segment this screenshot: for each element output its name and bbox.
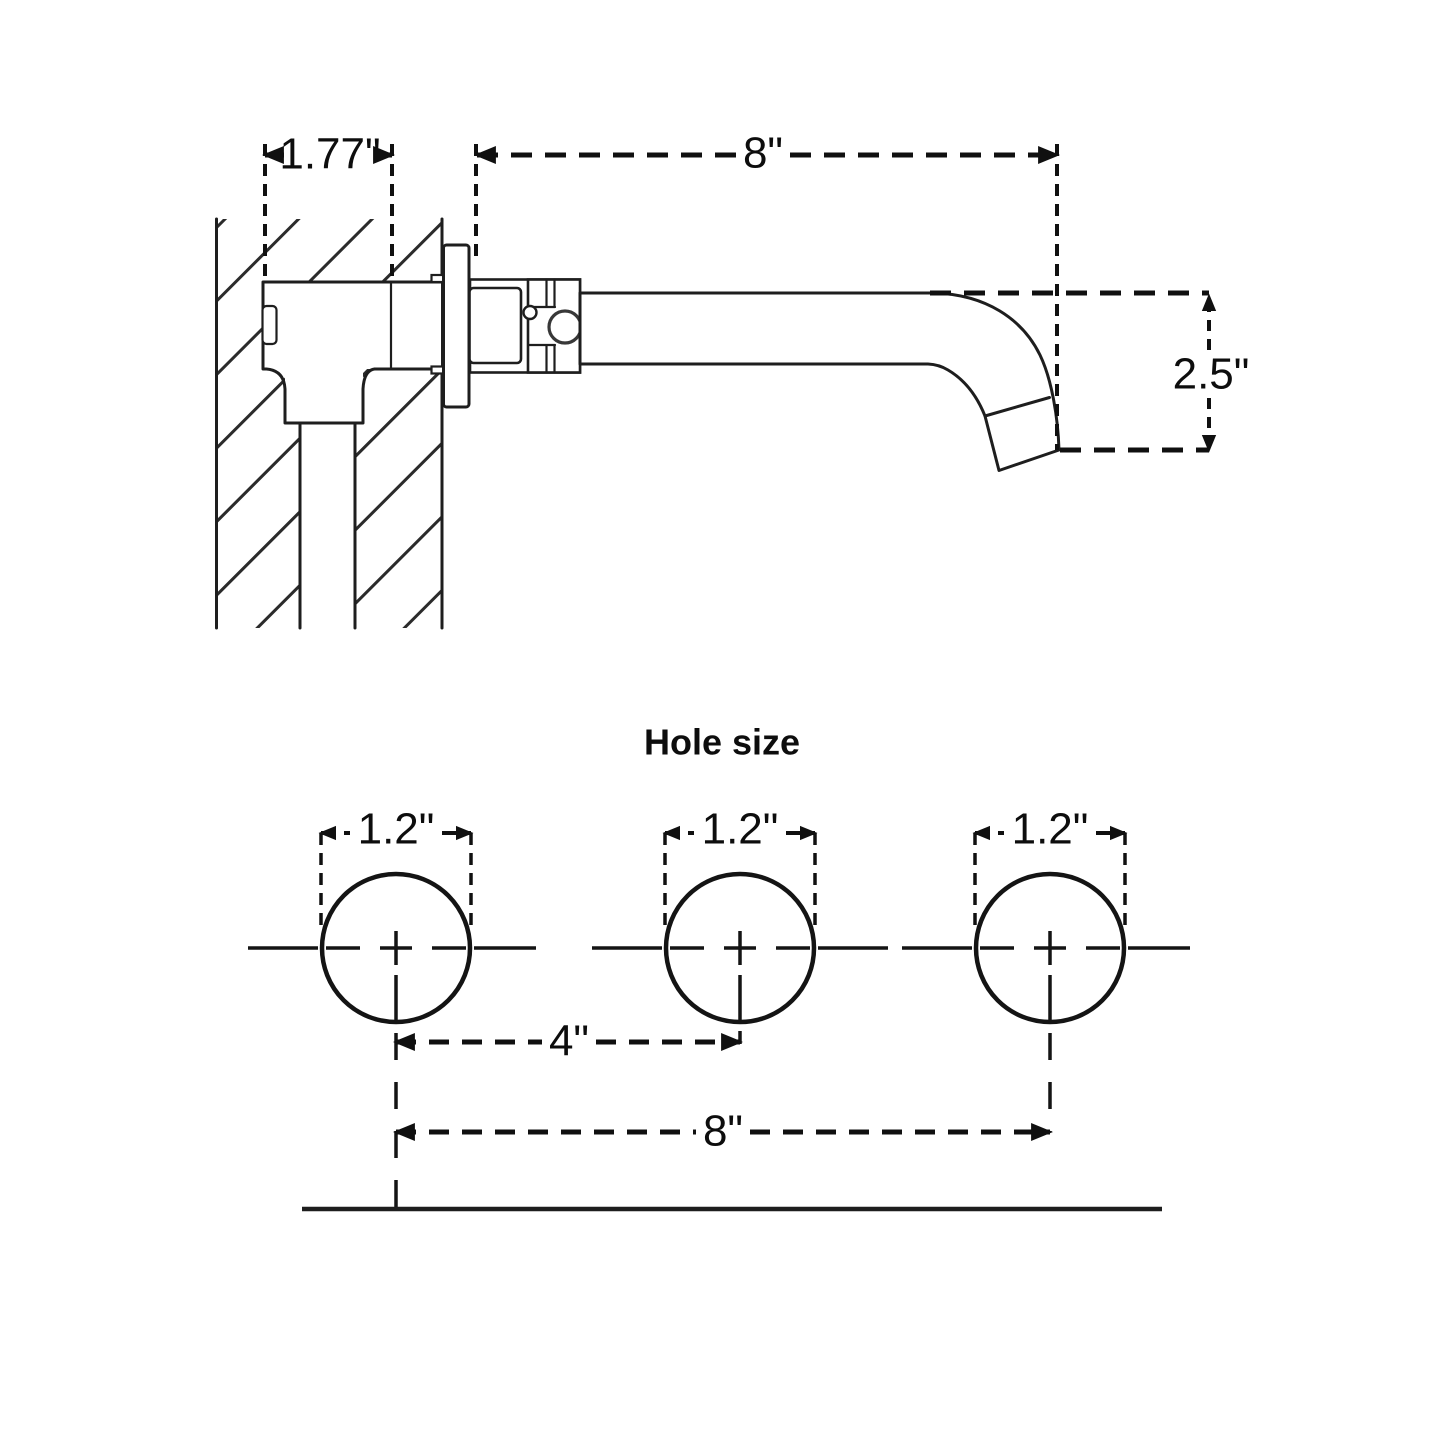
valve-ball [549,311,581,343]
side-view-drawing [217,129,1250,629]
spout-mount [432,245,582,407]
hole-3-dia-label: 1.2" [1011,804,1089,854]
hole-2-dia-label: 1.2" [701,804,779,854]
hole-circle-3 [902,805,1190,1024]
valve-clip [263,306,277,344]
hole-circle-2 [592,805,888,1024]
mount-inner [470,288,522,363]
hole-layout-drawing [248,722,1190,1210]
spout [580,293,1059,471]
escutcheon-plate [444,245,470,407]
drop-label: 2.5" [1172,349,1250,399]
spacing4-label: 4" [548,1016,590,1066]
spacing8-label: 8" [702,1106,744,1156]
depth-label: 1.77" [279,129,381,179]
hole-size-title: Hole size [643,721,801,763]
hole-circle-1 [248,805,536,1024]
hole-1-dia-label: 1.2" [357,804,435,854]
spout-body [580,293,1059,471]
dimension-hole-spacing-4 [396,1017,740,1066]
reach-label: 8" [742,128,784,178]
dimension-hole-spacing-8 [396,1107,1050,1156]
set-screw [524,306,537,319]
supply-pipe-fill [301,423,354,628]
